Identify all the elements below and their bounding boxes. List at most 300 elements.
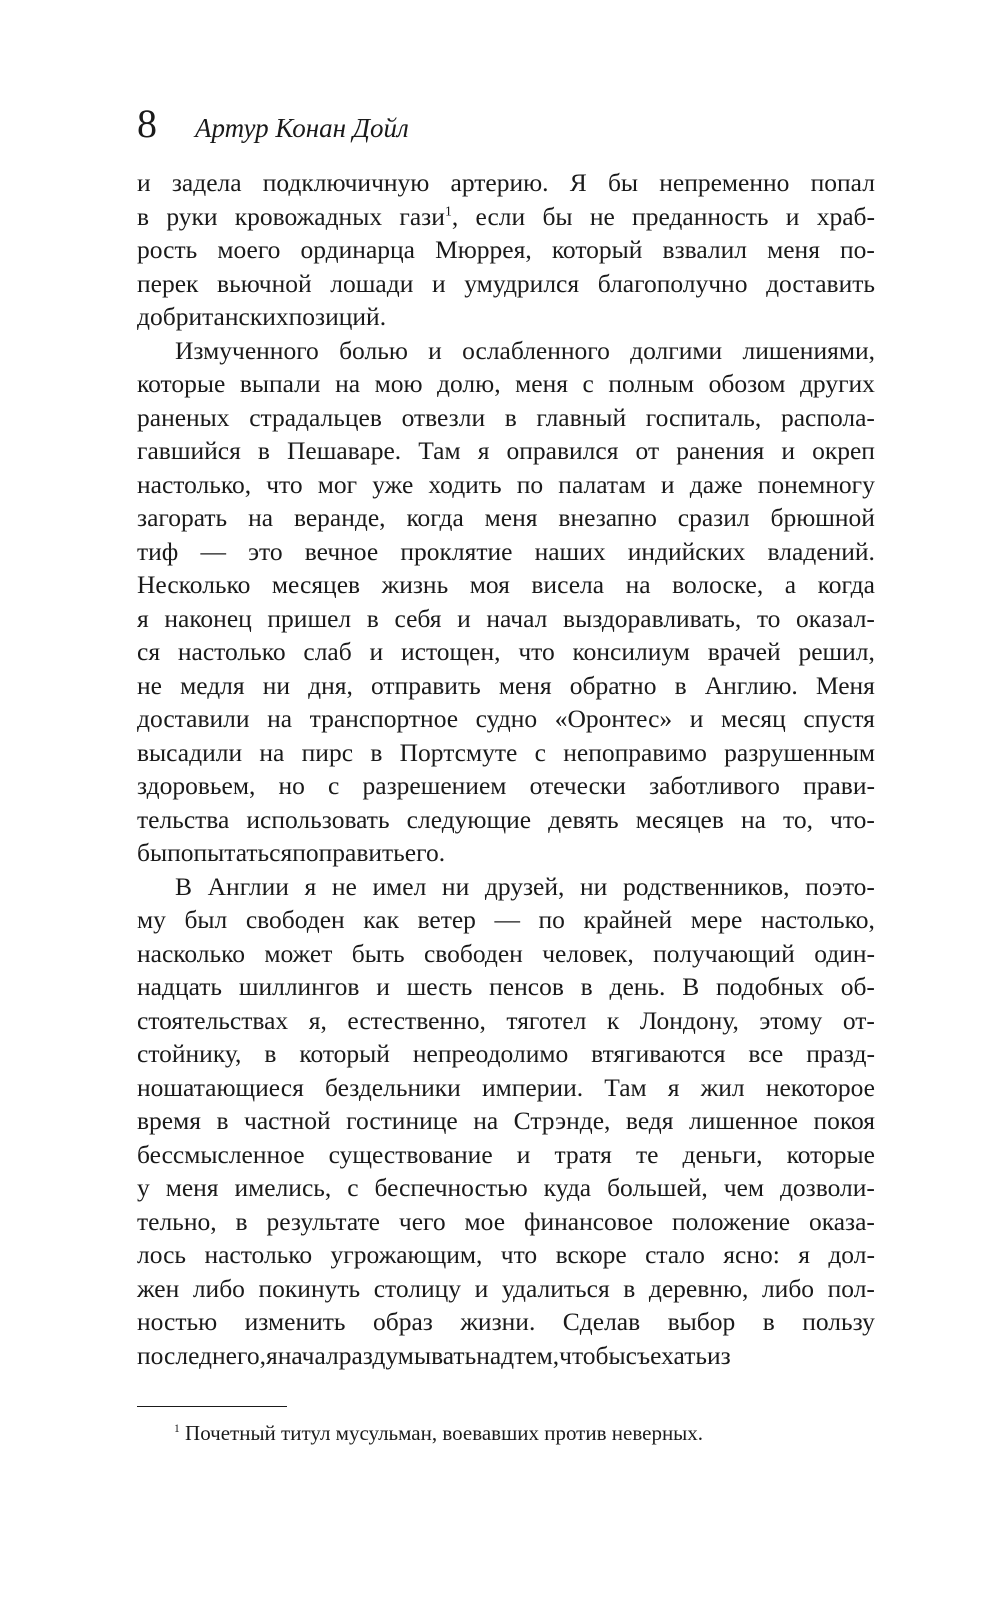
word-group <box>636 434 660 468</box>
word-group <box>721 702 786 736</box>
word-group <box>475 1272 489 1306</box>
word-group <box>771 501 875 535</box>
word-group <box>623 1272 635 1306</box>
word-group <box>266 1339 278 1373</box>
word-group <box>460 1305 535 1339</box>
word: по <box>516 469 544 499</box>
text-line <box>137 1071 875 1105</box>
word: В <box>175 871 193 901</box>
word: в <box>137 201 150 231</box>
word-group <box>137 635 160 669</box>
word-group <box>494 903 520 937</box>
text-line <box>137 434 875 468</box>
word-group <box>137 568 250 602</box>
word: мое <box>464 1206 506 1236</box>
word: гостинице <box>346 1106 458 1135</box>
footnote-marker: 1 <box>174 1423 180 1435</box>
word: что- <box>830 804 875 834</box>
word-group <box>478 434 490 468</box>
word: пирс <box>301 737 354 767</box>
word: может <box>264 938 333 968</box>
word-group <box>305 870 317 904</box>
word-group <box>245 1305 346 1339</box>
word-group <box>724 736 875 770</box>
word-group <box>407 803 531 837</box>
word-group <box>843 1004 875 1038</box>
word: день. <box>609 972 666 1001</box>
word-group <box>451 166 549 200</box>
word-group <box>367 602 379 636</box>
text-line <box>137 1004 875 1038</box>
word-group <box>514 1104 611 1138</box>
word: индийских <box>627 536 746 566</box>
word: когда <box>817 570 875 599</box>
word: Пешаваре. <box>287 436 402 465</box>
word-group <box>724 1171 764 1205</box>
word-group <box>272 568 360 602</box>
word-group <box>401 635 501 669</box>
word: положение <box>671 1206 791 1236</box>
word: жил <box>700 1072 745 1102</box>
text-line <box>137 602 875 636</box>
text-line <box>137 1238 875 1272</box>
word: которые <box>137 369 226 398</box>
word-group <box>178 635 286 669</box>
word-group <box>457 602 471 636</box>
word-group <box>501 1238 537 1272</box>
word-group <box>289 300 386 334</box>
word-group <box>347 1171 358 1205</box>
word-group <box>244 1104 331 1138</box>
word: начал <box>277 1340 339 1370</box>
word: поправить <box>292 838 405 867</box>
word: меня <box>515 369 568 398</box>
word-group <box>709 367 786 401</box>
word: бездельники <box>324 1072 461 1102</box>
word-group <box>542 937 634 971</box>
word-group <box>339 1339 476 1373</box>
word: некоторое <box>765 1072 875 1102</box>
word-group <box>590 200 615 234</box>
word-group <box>137 937 245 971</box>
text-line <box>137 702 875 736</box>
word-group <box>668 1305 736 1339</box>
word-group <box>661 468 675 502</box>
word-group <box>137 903 166 937</box>
word-group <box>418 434 460 468</box>
word-group <box>267 702 292 736</box>
word-group <box>607 1004 619 1038</box>
word-group <box>708 635 781 669</box>
word-group <box>137 1205 217 1239</box>
text-line <box>137 1138 875 1172</box>
word-group <box>309 1004 327 1038</box>
word-group <box>259 736 284 770</box>
word-group <box>240 367 321 401</box>
word: на <box>473 1106 499 1135</box>
word-group <box>499 669 552 703</box>
word-group <box>581 970 593 1004</box>
word-group <box>803 702 875 736</box>
word: гавшийся <box>137 436 241 465</box>
word: взвалил <box>662 235 747 264</box>
word-group <box>352 937 405 971</box>
text-line <box>137 903 875 937</box>
word-group <box>363 903 399 937</box>
word-group <box>470 568 510 602</box>
word-group <box>175 870 192 904</box>
word: ни <box>262 670 291 700</box>
word: Сделав <box>562 1307 641 1336</box>
word-group <box>184 903 227 937</box>
text-line <box>137 937 875 971</box>
word-group <box>636 803 724 837</box>
word-group <box>604 1071 646 1105</box>
word-group <box>442 870 469 904</box>
word-group <box>332 870 357 904</box>
word: в <box>674 670 687 700</box>
word-group <box>278 1339 339 1373</box>
word-group <box>785 568 796 602</box>
word: решил, <box>798 637 875 666</box>
word-group <box>517 1138 531 1172</box>
word-group <box>137 602 149 636</box>
word-group <box>535 736 546 770</box>
word-group <box>690 702 704 736</box>
footnote-divider <box>137 1406 287 1407</box>
word-group <box>840 233 875 267</box>
word-group <box>476 1339 514 1373</box>
word: те <box>635 1139 659 1169</box>
word-group <box>707 1339 731 1373</box>
word-group <box>530 769 626 803</box>
word: здоровьем, <box>137 771 256 800</box>
word: Лондону, <box>639 1005 739 1035</box>
word-group <box>798 1238 810 1272</box>
word: пришел <box>267 603 352 633</box>
word-group <box>432 267 446 301</box>
word-group <box>682 970 699 1004</box>
word-group <box>163 300 289 334</box>
word: съехать <box>625 1340 707 1370</box>
word: лошади <box>330 268 414 298</box>
word-group <box>812 434 875 468</box>
word-group <box>428 334 442 368</box>
word: один- <box>814 938 875 968</box>
word: бессмысленное <box>137 1139 305 1169</box>
word-group <box>137 233 197 267</box>
word: вьючной <box>217 268 312 298</box>
word-group <box>299 1037 390 1071</box>
word: я <box>798 1240 810 1269</box>
word-group <box>294 501 386 535</box>
word-group <box>814 937 875 971</box>
word-group <box>137 367 225 401</box>
word: на <box>248 503 274 532</box>
word-group <box>318 468 357 502</box>
word: пенсов <box>489 972 564 1001</box>
word: доставили <box>137 704 250 733</box>
word-group <box>598 267 748 301</box>
word: Несколько <box>137 570 251 599</box>
word-group <box>137 736 242 770</box>
word: стойнику, <box>137 1039 242 1068</box>
word: на <box>335 369 361 398</box>
word-group <box>137 1171 150 1205</box>
word: то <box>756 603 781 633</box>
text-line <box>137 1305 875 1339</box>
word: полным <box>608 369 695 398</box>
word: ранения <box>676 436 765 465</box>
word: рость <box>137 235 198 264</box>
word-group <box>813 1104 874 1138</box>
page-number: 8 <box>137 101 157 146</box>
word-group <box>649 1272 748 1306</box>
word-group <box>828 1238 875 1272</box>
word: наших <box>534 536 606 566</box>
word-group <box>683 1138 763 1172</box>
word-group <box>485 870 565 904</box>
word-group <box>766 267 875 301</box>
word: я <box>304 871 317 901</box>
word: лось <box>137 1240 187 1269</box>
word: страдальцев <box>249 402 382 432</box>
word-group <box>563 736 707 770</box>
word: мере <box>690 905 743 934</box>
word-group <box>761 903 875 937</box>
word: над <box>476 1340 515 1370</box>
word-group <box>346 1104 458 1138</box>
word: умудрился <box>464 268 580 298</box>
word: палатам <box>558 469 646 499</box>
word-group <box>217 233 280 267</box>
word: настолько, <box>760 905 875 934</box>
word-group <box>607 1171 708 1205</box>
word: империи. <box>481 1072 584 1102</box>
word: столицу <box>373 1273 462 1303</box>
word-group <box>630 334 722 368</box>
text-line <box>137 1272 875 1306</box>
word: по- <box>840 235 875 264</box>
footnote-text: Почетный титул мусульман, воевавших против неверных. <box>185 1421 704 1445</box>
word: бы <box>542 201 573 231</box>
word-group <box>200 535 226 569</box>
word-group <box>476 200 526 234</box>
text-line <box>137 334 875 368</box>
word: и <box>457 603 471 633</box>
word: выбор <box>667 1307 736 1336</box>
word: долю, <box>437 369 501 398</box>
word-group <box>759 1004 822 1038</box>
word: прави- <box>803 771 875 800</box>
word: начал <box>486 603 548 633</box>
word: удалиться <box>501 1273 610 1303</box>
word-group <box>676 434 764 468</box>
word: гази <box>399 201 445 231</box>
word-group <box>308 669 353 703</box>
word-group <box>507 434 619 468</box>
word: волоске, <box>672 570 764 599</box>
word-group <box>473 1104 498 1138</box>
word: раненых <box>137 402 230 432</box>
word-group <box>632 200 768 234</box>
word: я <box>137 603 149 633</box>
word: меня <box>767 235 820 264</box>
word-group <box>531 568 604 602</box>
word: ностью <box>137 1307 218 1336</box>
word-group <box>802 1305 875 1339</box>
word-group <box>506 1004 586 1038</box>
word: висела <box>531 570 605 599</box>
word-group <box>137 1104 201 1138</box>
word-group <box>137 535 178 569</box>
word: бы <box>607 168 639 197</box>
word: а <box>784 570 797 599</box>
word: выздоравливать, <box>563 603 742 633</box>
word: и <box>689 704 704 733</box>
word: судно <box>475 704 538 733</box>
word: месяц <box>720 704 786 733</box>
word-group <box>172 166 242 200</box>
word-group <box>236 1205 248 1239</box>
word: перек <box>137 268 199 298</box>
text-line <box>137 669 875 703</box>
word: консилиум <box>572 637 690 666</box>
word-group <box>263 166 430 200</box>
word-group <box>723 1238 780 1272</box>
word: использовать <box>246 804 390 834</box>
word: естественно, <box>347 1005 486 1035</box>
word: бы <box>137 838 168 867</box>
word: имелись, <box>234 1173 332 1202</box>
word: покинуть <box>258 1273 361 1303</box>
word: в <box>370 737 383 767</box>
word: преданность <box>632 201 769 231</box>
word: тельно, <box>137 1206 217 1236</box>
word-group <box>137 769 255 803</box>
word: Англию. <box>704 670 798 700</box>
word: отвезли <box>401 402 486 432</box>
text-line <box>137 1171 875 1205</box>
punctuation: , <box>451 201 459 231</box>
word-group <box>781 434 795 468</box>
word-group <box>502 1272 610 1306</box>
word: вскоре <box>555 1240 627 1269</box>
word-group <box>640 1004 739 1038</box>
word-group <box>137 267 198 301</box>
text-line <box>137 769 875 803</box>
word-group <box>372 870 426 904</box>
word: истощен, <box>401 637 501 666</box>
word-group <box>363 769 507 803</box>
word-group <box>137 401 230 435</box>
word-group <box>137 702 250 736</box>
word-group <box>518 635 554 669</box>
word: ни <box>441 871 470 901</box>
word-group <box>287 434 401 468</box>
word-group <box>653 937 795 971</box>
word: до <box>137 302 163 331</box>
word-group <box>663 233 747 267</box>
word: в <box>504 402 517 432</box>
word: отечески <box>529 771 626 800</box>
word: от <box>635 436 660 465</box>
word-group <box>418 903 476 937</box>
word-group <box>489 970 564 1004</box>
word-group <box>798 635 874 669</box>
word-group <box>742 334 875 368</box>
word: с <box>347 1173 359 1202</box>
word-group <box>689 1104 798 1138</box>
word: месяцев <box>271 570 361 599</box>
word-group <box>806 1037 875 1071</box>
word: на <box>625 570 651 599</box>
word-group <box>623 870 790 904</box>
text-line <box>137 1205 875 1239</box>
word-group <box>828 1272 875 1306</box>
word: выпали <box>239 369 321 398</box>
word: ясно: <box>723 1240 780 1269</box>
word-group <box>485 501 538 535</box>
word-group <box>608 367 694 401</box>
word: Там <box>418 436 461 465</box>
word: образ <box>372 1307 433 1336</box>
word: месяцев <box>635 804 724 834</box>
word: либо <box>761 1273 815 1303</box>
word: ведя <box>625 1106 674 1135</box>
word: шиллингов <box>238 972 360 1001</box>
word-group <box>292 836 405 870</box>
word-group <box>563 602 741 636</box>
word: об- <box>840 972 875 1001</box>
word: меня <box>498 670 552 700</box>
text-line <box>137 401 875 435</box>
word: шесть <box>406 972 473 1001</box>
word-group <box>757 602 781 636</box>
word-group <box>371 669 481 703</box>
word: это <box>248 536 283 566</box>
text-line <box>137 535 875 569</box>
word: с <box>534 737 546 767</box>
word: оказал- <box>796 603 875 633</box>
word: му <box>137 905 166 934</box>
word-group <box>370 736 382 770</box>
word-group <box>787 1138 875 1172</box>
word: у <box>137 1173 150 1202</box>
word: и <box>428 335 442 365</box>
text-line <box>137 267 875 301</box>
text-line <box>137 736 875 770</box>
text-line <box>137 300 875 334</box>
word: и <box>137 168 151 197</box>
word: деревню, <box>648 1273 749 1303</box>
word: покоя <box>813 1106 875 1135</box>
word: Я <box>569 168 587 197</box>
word: кровожадных <box>234 201 383 231</box>
word-group <box>301 233 415 267</box>
word-group <box>659 166 789 200</box>
word-group <box>175 334 319 368</box>
word-group <box>800 367 875 401</box>
word: по <box>538 905 565 934</box>
word-group <box>548 803 619 837</box>
word: дня, <box>308 670 353 700</box>
word-group <box>267 602 351 636</box>
word-group <box>482 1071 583 1105</box>
word-group <box>636 1138 658 1172</box>
word: в <box>366 603 379 633</box>
word: попал <box>810 168 875 197</box>
